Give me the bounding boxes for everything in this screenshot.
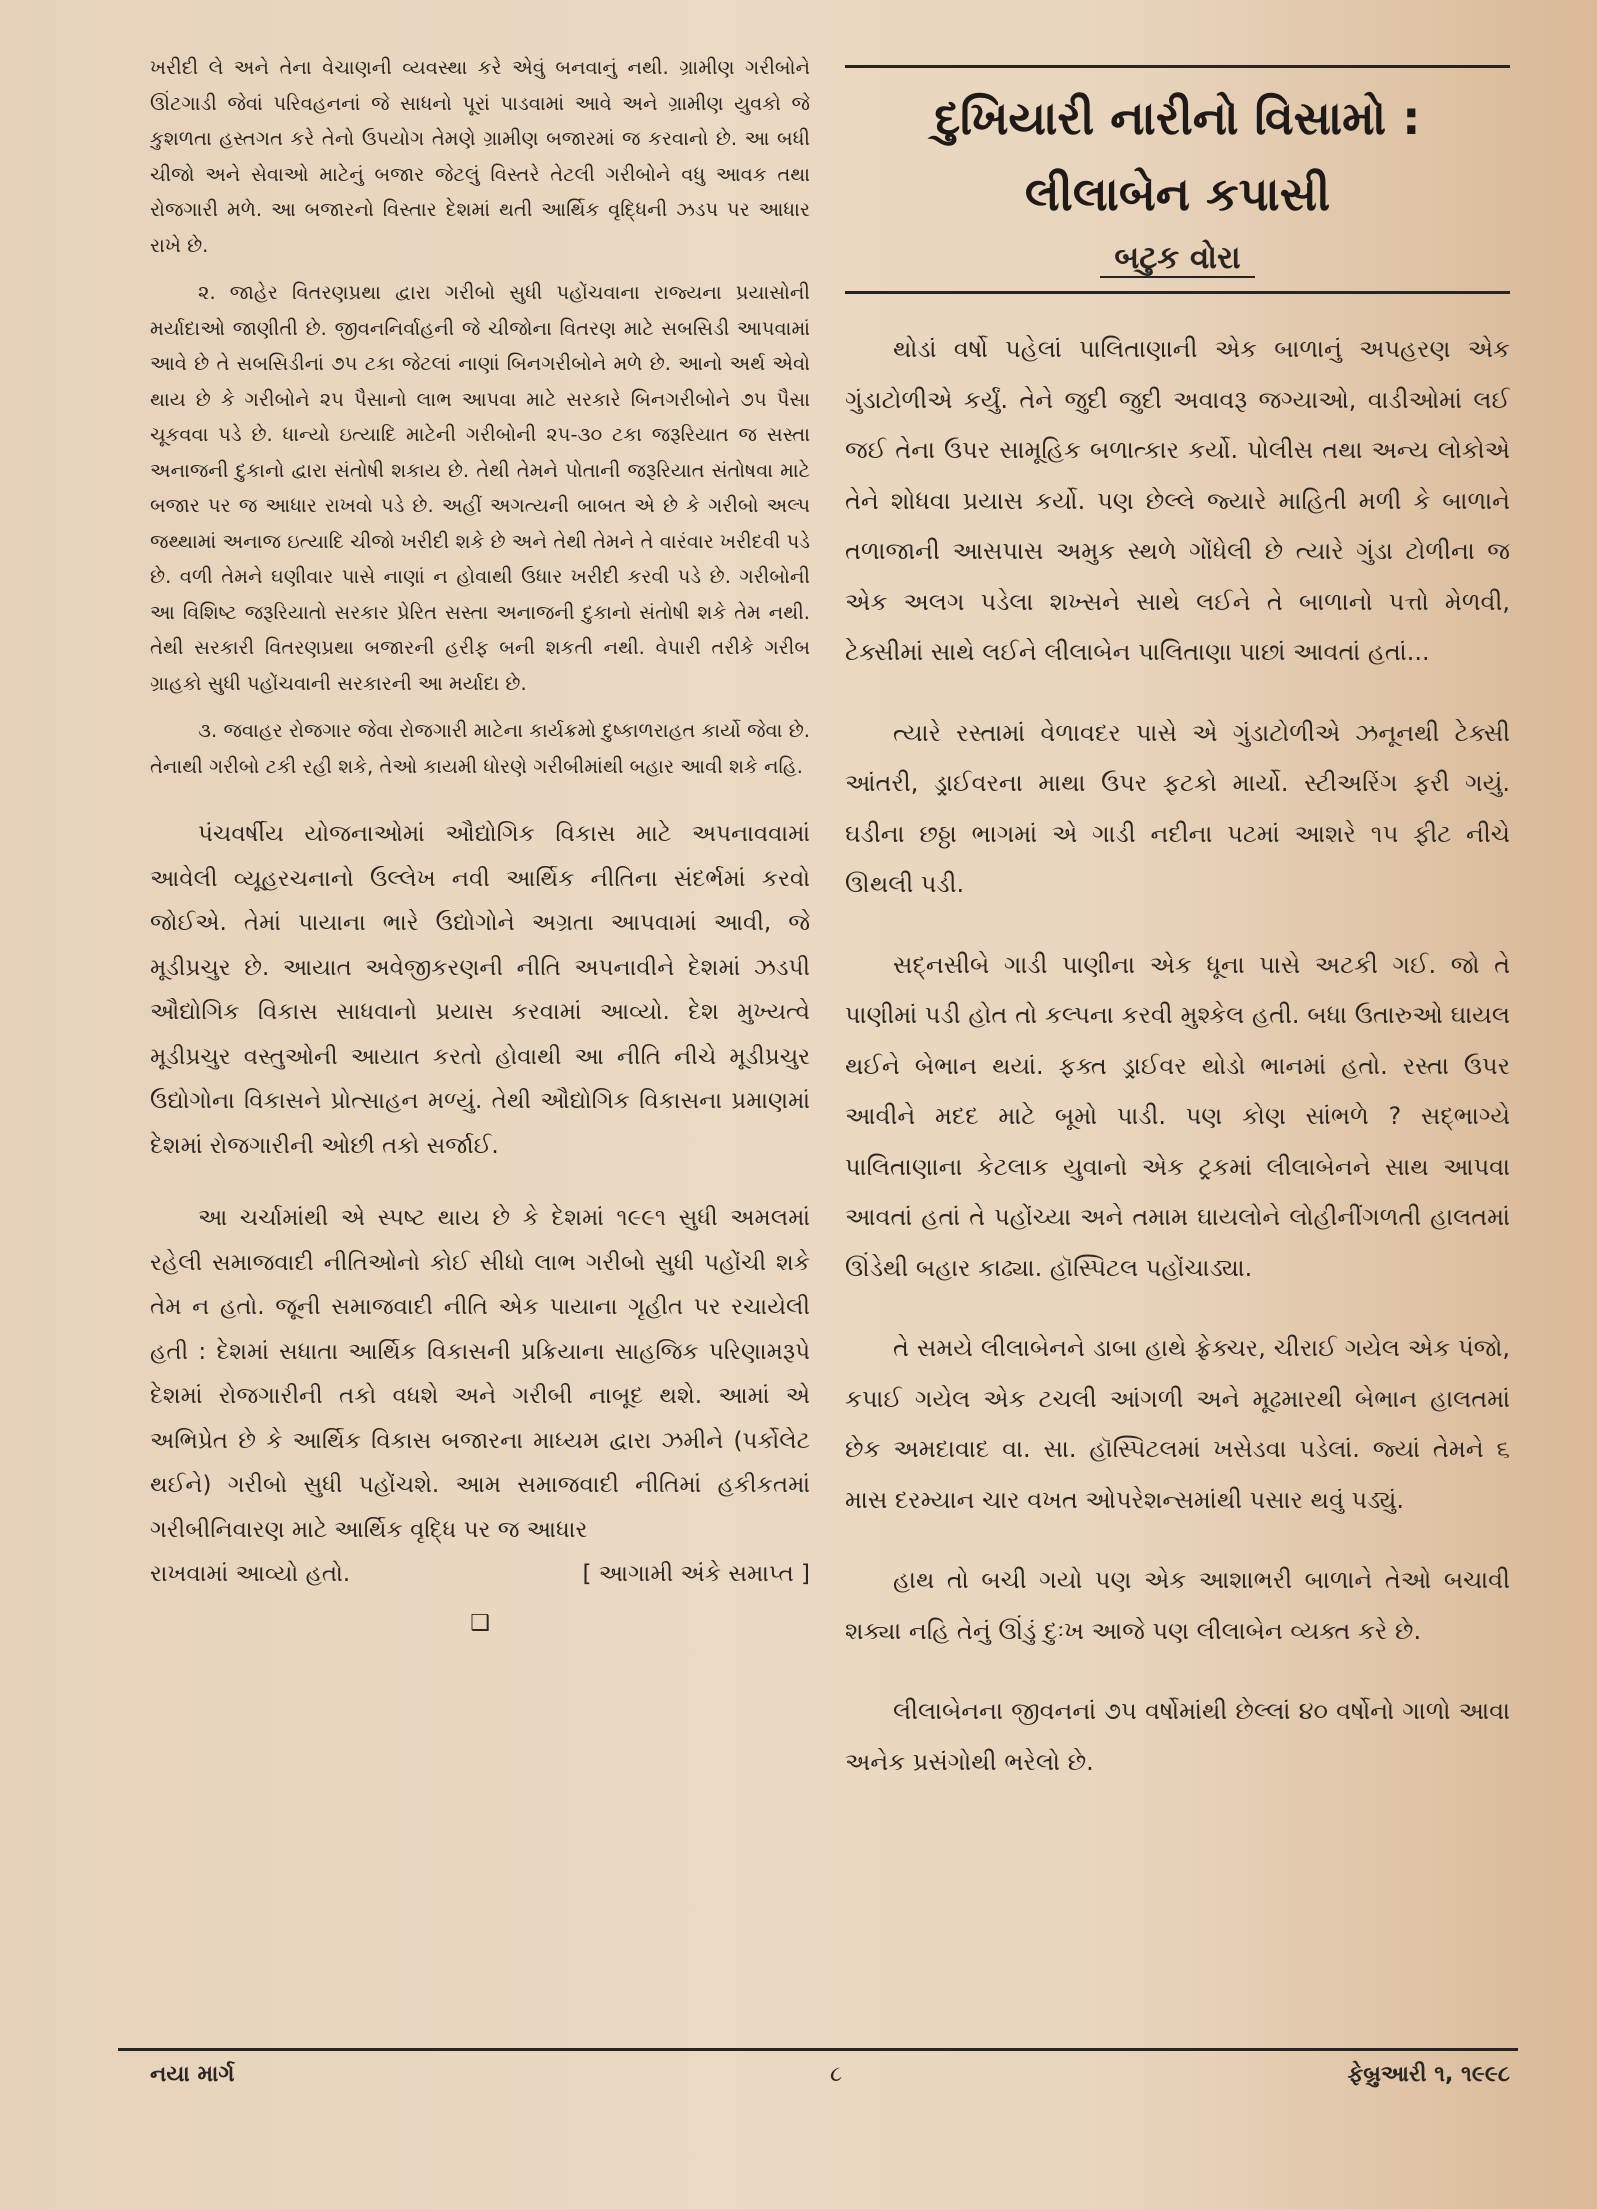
article-byline xyxy=(845,240,1510,277)
magazine-name: નયા માર્ગ xyxy=(150,2062,235,2087)
issue-date: ફેબ્રુઆરી ૧, ૧૯૯૮ xyxy=(1347,2062,1510,2087)
article-paragraph-4: તે સમયે લીલાબેનને ડાબા હાથે ફ્રેક્ચર, ચીરાઈ ગયેલ એક પંજો, કપાઈ ગયેલ એક ટચલી આંગળી અને મૂઢમારથી બેભાન હાલતમાં છેક અમદાવાદ વા. સા. હૉસ્પિટલમાં ખસેડવા પડેલાં. જ્યાં તેમને ૬ માસ દરમ્યાન ચાર વખત ઓપરેશન્સમાંથી પસાર થવું પડ્યું. xyxy=(845,1334,1510,1514)
article-paragraph-1: થોડાં વર્ષો પહેલાં પાલિતાણાની એક બાળાનું અપહરણ એક ગુંડાટોળીએ કર્યું. તેને જુદી જુદી અવાવરૂ જગ્યાઓ, વાડીઓમાં લઈ જઈ તેના ઉપર સામૂહિક બળાત્કાર કર્યો. પોલીસ તથા અન્ય લોકોએ તેને શોધવા પ્રયાસ કર્યો. પણ છેલ્લે જ્યારે માહિતી મળી કે બાળાને તળાજાની આસપાસ અમુક સ્થળે ગોંધેલી છે ત્યારે ગુંડા ટોળીના જ એક અલગ પડેલા શખ્સને સાથે લઈને તે બાળાનો પત્તો મેળવી, ટેક્સીમાં સાથે લઈને લીલાબેન પાલિતાણા પાછાં આવતાં હતાં... xyxy=(845,335,1510,666)
left-paragraph-1: ખરીદી લે અને તેના વેચાણની વ્યવસ્થા કરે એવું બનવાનું નથી. ગ્રામીણ ગરીબોને ઊંટગાડી જેવાં પરિવહનનાં જે સાધનો પૂરાં પાડવામાં આવે અને ગ્રામીણ યુવકો જે કુશળતા હસ્તગત કરે તેનો ઉપયોગ તેમણે ગ્રામીણ બજારમાં જ કરવાનો છે. આ બધી ચીજો અને સેવાઓ માટેનું બજાર જેટલું વિસ્તરે તેટલી ગરીબોને વધુ આવક તથા રોજગારી મળે. આ બજારનો વિસ્તાર દેશમાં થતી આર્થિક વૃદ્ધિની ઝડપ પર આધાર રાખે છે. xyxy=(150,56,810,257)
article-paragraph-2: ત્યારે રસ્તામાં વેળાવદર પાસે એ ગુંડાટોળીએ ઝનૂનથી ટેક્સી આંતરી, ડ્રાઈવરના માથા ઉપર ફટકો માર્યો. સ્ટીઅરિંગ ફરી ગયું. ઘડીના છઠ્ઠા ભાગમાં એ ગાડી નદીના પટમાં આશરે ૧૫ ફીટ નીચે ઊથલી પડી. xyxy=(845,718,1510,898)
left-paragraph-5: આ ચર્ચામાંથી એ સ્પષ્ટ થાય છે કે દેશમાં ૧૯૯૧ સુધી અમલમાં રહેલી સમાજવાદી નીતિઓનો કોઈ સીધો લાભ ગરીબો સુધી પહોંચી શકે તેમ ન હતો. જૂની સમાજવાદી નીતિ એક પાયાના ગૃહીત પર રચાયેલી હતી : દેશમાં સધાતા આર્થિક વિકાસની પ્રક્રિયાના સાહજિક પરિણામરૂપે દેશમાં રોજગારીની તકો વધશે અને ગરીબી નાબૂદ થશે. આમાં એ અભિપ્રેત છે કે આર્થિક વિકાસ બજારના માધ્યમ દ્વારા ઝમીને (પર્કોલેટ થઈને) ગરીબો સુધી પહોંચશે. આમ સમાજવાદી નીતિમાં હકીકતમાં ગરીબીનિવારણ માટે આર્થિક વૃદ્ધિ પર જ આધાર xyxy=(150,1205,810,1543)
left-closing-row xyxy=(150,1552,810,1597)
right-column xyxy=(845,55,1510,2045)
article-paragraph-5: હાથ તો બચી ગયો પણ એક આશાભરી બાળાને તેઓ બચાવી શક્યા નહિ તેનું ઊંડું દુઃખ આજે પણ લીલાબેન વ્યક્ત કરે છે. xyxy=(845,1566,1510,1645)
left-last-line: રાખવામાં આવ્યો હતો. xyxy=(150,1561,351,1587)
footer-rule xyxy=(118,2048,1518,2051)
continued-note: [ આગામી અંકે સમાપ્ત ] xyxy=(582,1561,810,1587)
article-paragraph-6: લીલાબેનના જીવનનાં ૭૫ વર્ષોમાંથી છેલ્લાં ૪૦ વર્ષોનો ગાળો આવા અનેક પ્રસંગોથી ભરેલો છે. xyxy=(845,1697,1510,1776)
left-paragraph-2: ૨. જાહેર વિતરણપ્રથા દ્વારા ગરીબો સુધી પહોંચવાના રાજ્યના પ્રયાસોની મર્યાદાઓ જાણીતી છે. જીવનનિર્વાહની જે ચીજોના વિતરણ માટે સબસિડી આપવામાં આવે છે તે સબસિડીનાં ૭૫ ટકા જેટલાં નાણાં બિનગરીબોને મળે છે. આનો અર્થ એવો થાય છે કે ગરીબોને ૨૫ પૈસાનો લાભ આપવા માટે સરકારે બિનગરીબોને ૭૫ પૈસા ચૂકવવા પડે છે. ધાન્યો ઇત્યાદિ માટેની ગરીબોની ૨૫-૩૦ ટકા જરૂરિયાત જ સસ્તા અનાજની દુકાનો દ્વારા સંતોષી શકાય છે. તેથી તેમને પોતાની જરૂરિયાત સંતોષવા માટે બજાર પર જ આધાર રાખવો પડે છે. અહીં અગત્યની બાબત એ છે કે ગરીબો અલ્પ જથ્થામાં અનાજ ઇત્યાદિ ચીજો ખરીદી શકે છે અને તેથી તેમને તે વારંવાર ખરીદવી પડે છે. વળી તેમને ઘણીવાર પાસે નાણાં ન હોવાથી ઉધાર ખરીદી કરવી પડે છે. ગરીબોની આ વિશિષ્ટ જરૂરિયાતો સરકાર પ્રેરિત સસ્તા અનાજની દુકાનો સંતોષી શકે તેમ નથી. તેથી સરકારી વિતરણપ્રથા બજારની હરીફ બની શકતી નથી. વેપારી તરીકે ગરીબ ગ્રાહકો સુધી પહોંચવાની સરકારની આ મર્યાદા છે. xyxy=(150,281,810,695)
left-paragraph-4: પંચવર્ષીય યોજનાઓમાં ઔદ્યોગિક વિકાસ માટે અપનાવવામાં આવેલી વ્યૂહરચનાનો ઉલ્લેખ નવી આર્થિક નીતિના સંદર્ભમાં કરવો જોઈએ. તેમાં પાયાના ભારે ઉદ્યોગોને અગ્રતા આપવામાં આવી, જે મૂડીપ્રચુર છે. આયાત અવેજીકરણની નીતિ અપનાવીને દેશમાં ઝડપી ઔદ્યોગિક વિકાસ સાધવાનો પ્રયાસ કરવામાં આવ્યો. દેશ મુખ્યત્વે મૂડીપ્રચુર વસ્તુઓની આયાત કરતો હોવાથી આ નીતિ નીચે મૂડીપ્રચુર ઉદ્યોગોના વિકાસને પ્રોત્સાહન મળ્યું. તેથી ઔદ્યોગિક વિકાસના પ્રમાણમાં દેશમાં રોજગારીની ઓછી તકો સર્જાઈ. xyxy=(150,821,810,1159)
page-footer xyxy=(150,2062,1510,2087)
title-top-rule xyxy=(845,65,1510,68)
left-paragraph-3: ૩. જવાહર રોજગાર જેવા રોજગારી માટેના કાર્યક્રમો દુષ્કાળરાહત કાર્યો જેવા છે. તેનાથી ગરીબો ટકી રહી શકે, તેઓ કાયમી ધોરણે ગરીબીમાંથી બહાર આવી શકે નહિ. xyxy=(150,719,810,778)
article-title-line-1: દુખિયારી નારીનો વિસામો : xyxy=(934,91,1421,145)
article-title-line-2: લીલાબેન કપાસી xyxy=(1024,167,1331,221)
title-bottom-rule xyxy=(845,291,1510,294)
article-paragraph-3: સદ્નસીબે ગાડી પાણીના એક ધૂના પાસે અટકી ગઈ. જો તે પાણીમાં પડી હોત તો કલ્પના કરવી મુશ્કેલ હતી. બધા ઉતારુઓ ઘાયલ થઈને બેભાન થયાં. ફક્ત ડ્રાઈવર થોડો ભાનમાં હતો. રસ્તા ઉપર આવીને મદદ માટે બૂમો પાડી. પણ કોણ સાંભળે ? સદ્ભાગ્યે પાલિતાણાના કેટલાક યુવાનો એક ટ્રકમાં લીલાબેનને સાથ આપવા આવતાં હતાં તે પહોંચ્યા અને તમામ ઘાયલોને લોહીનીંગળતી હાલતમાં ઊંડેથી બહાર કાઢ્યા. હૉસ્પિટલ પહોંચાડ્યા. xyxy=(845,950,1510,1282)
page-number: ૮ xyxy=(830,2062,843,2087)
author-name: બટુક વોરા xyxy=(1100,240,1254,278)
end-box-mark: ❑ xyxy=(470,1610,490,1636)
left-column xyxy=(150,50,810,2040)
